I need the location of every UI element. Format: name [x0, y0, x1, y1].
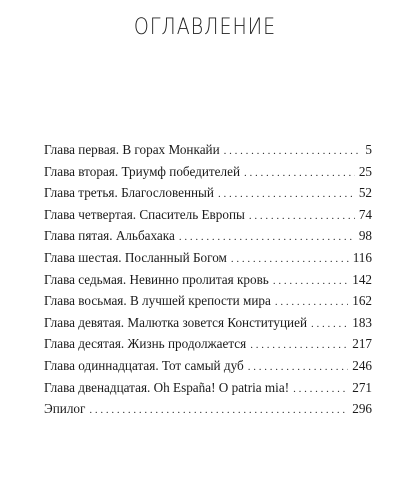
table-of-contents — [44, 142, 372, 423]
dot-leader — [231, 253, 349, 265]
toc-entry-title: Глава двенадцатая. Oh España! O patria mia! — [44, 379, 290, 395]
toc-entry-page: 116 — [352, 249, 372, 265]
toc-entry-page: 98 — [358, 228, 372, 244]
toc-entry — [44, 185, 372, 207]
toc-entry-page: 162 — [352, 293, 372, 309]
dot-leader — [311, 318, 348, 330]
toc-entry — [44, 272, 372, 294]
page-title: ОГЛАВЛЕНИЕ — [133, 14, 277, 40]
toc-entry — [44, 228, 372, 250]
dot-leader — [250, 339, 348, 351]
toc-entry-page: 183 — [352, 314, 372, 330]
dot-leader — [273, 275, 348, 287]
toc-entry-title: Глава шестая. Посланный Богом — [44, 249, 227, 265]
toc-entry-page: 217 — [352, 336, 372, 352]
toc-entry — [44, 142, 372, 164]
toc-entry — [44, 358, 372, 380]
toc-entry-page: 296 — [352, 401, 372, 417]
toc-entry-page: 25 — [358, 163, 372, 179]
toc-entry — [44, 380, 372, 402]
toc-entry-page: 271 — [352, 379, 372, 395]
toc-entry — [44, 207, 372, 229]
toc-entry — [44, 250, 372, 272]
toc-entry-page: 5 — [365, 142, 372, 157]
toc-entry — [44, 336, 372, 358]
dot-leader — [275, 296, 348, 308]
toc-entry-title: Глава одиннадцатая. Тот самый дуб — [44, 357, 244, 373]
toc-entry-title: Глава пятая. Альбахака — [44, 228, 175, 244]
toc-entry-title: Глава десятая. Жизнь продолжается — [44, 336, 247, 352]
dot-leader — [218, 188, 355, 200]
toc-entry — [44, 293, 372, 315]
dot-leader — [244, 167, 355, 179]
toc-entry-title: Глава вторая. Триумф победителей — [44, 163, 241, 179]
toc-entry — [44, 164, 372, 186]
toc-entry-title: Эпилог — [44, 401, 86, 417]
toc-entry-page: 52 — [358, 185, 372, 201]
dot-leader — [248, 361, 348, 373]
toc-entry-page: 246 — [352, 357, 372, 373]
toc-entry-title: Глава первая. В горах Монкайи — [44, 142, 220, 157]
toc-entry-page: 142 — [352, 271, 372, 287]
toc-entry — [44, 401, 372, 423]
toc-entry-page: 74 — [358, 206, 372, 222]
dot-leader — [179, 231, 355, 243]
toc-entry-title: Глава восьмая. В лучшей крепости мира — [44, 293, 271, 309]
toc-entry-title: Глава третья. Благословенный — [44, 185, 214, 201]
toc-entry-title: Глава девятая. Малютка зовется Конституцией — [44, 314, 308, 330]
dot-leader — [89, 404, 348, 416]
toc-entry-title: Глава четвертая. Спаситель Европы — [44, 206, 245, 222]
dot-leader — [293, 383, 348, 395]
dot-leader — [224, 145, 362, 157]
dot-leader — [249, 210, 355, 222]
toc-entry — [44, 315, 372, 337]
toc-entry-title: Глава седьмая. Невинно пролитая кровь — [44, 271, 269, 287]
